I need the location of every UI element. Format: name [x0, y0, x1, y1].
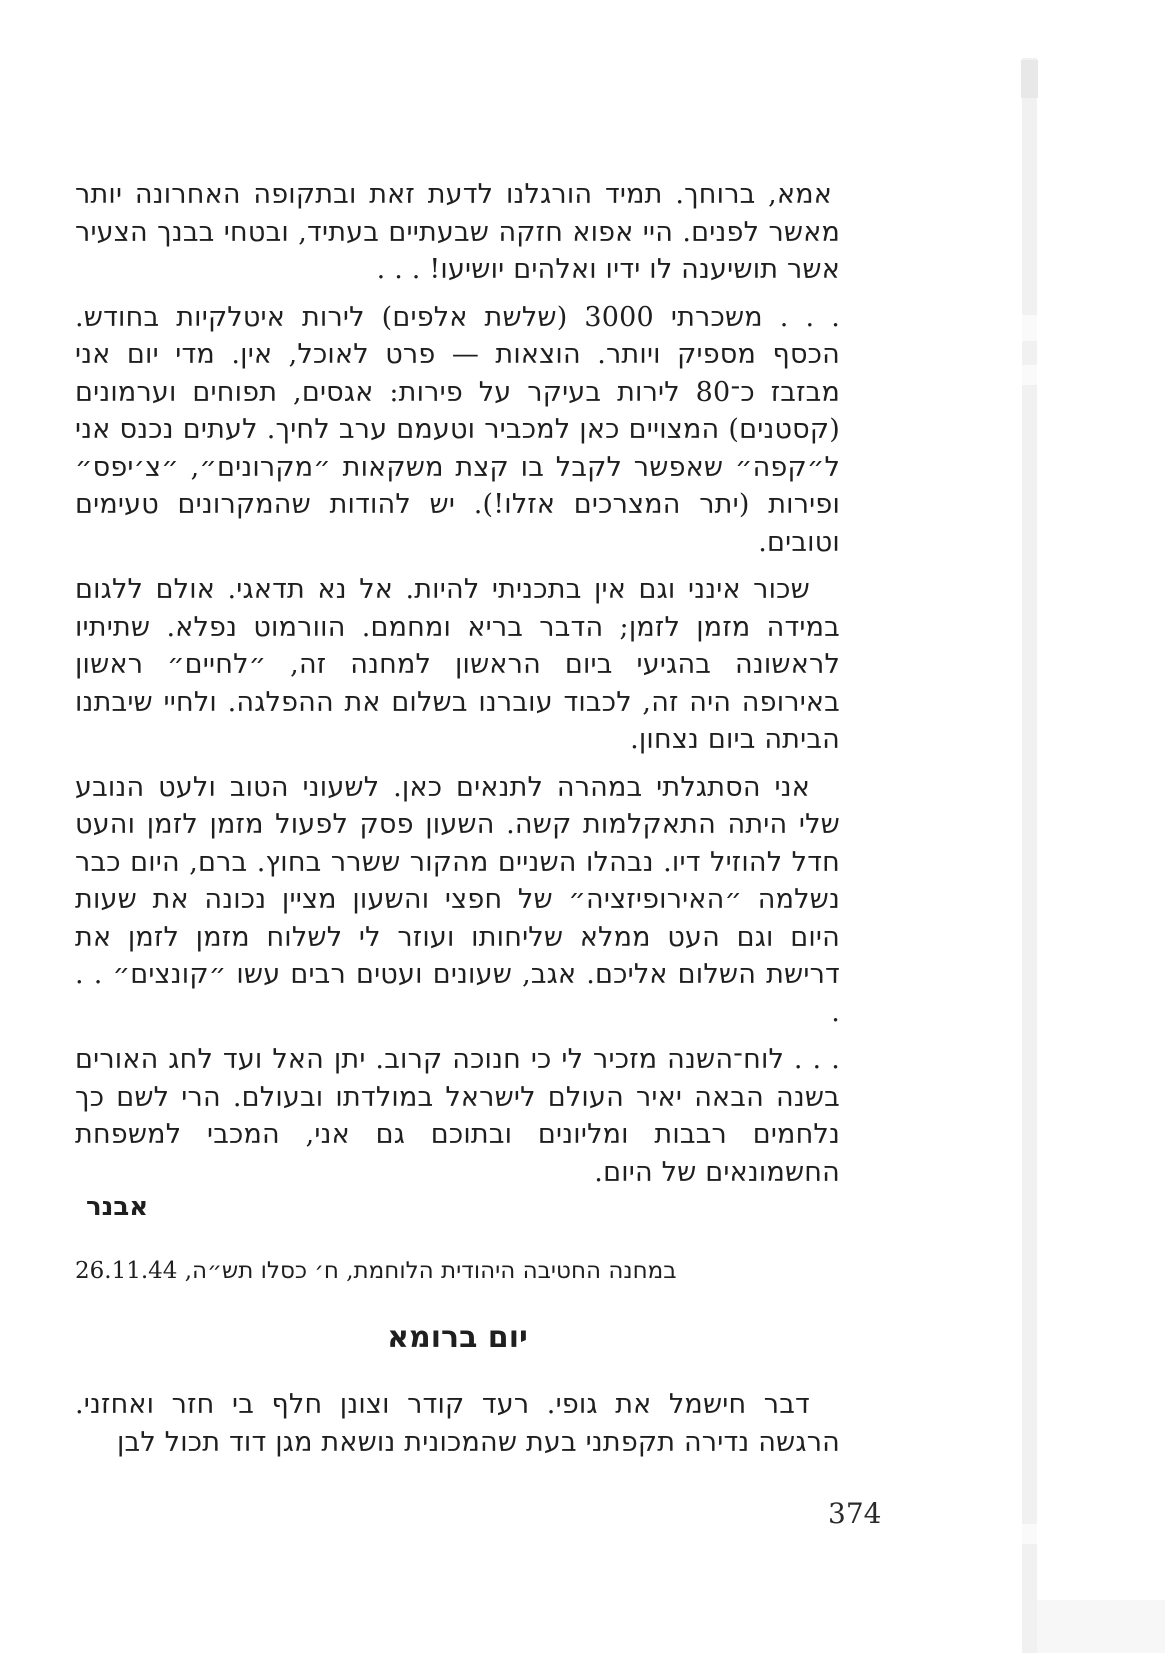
letter-signature: אבנר — [86, 1192, 149, 1222]
scan-corner-smudge — [1037, 1600, 1165, 1653]
letter-paragraph-3: שכור אינני וגם אין בתכניתי להיות. אל נא תדאגי. אולם ללגום במידה מזמן לזמן; הדבר בריא ומחמם. הוורמוט נפלא. שתיתיו לראשונה בהגיעי ביום הראשון למחנה זה, ״לחיים״ ראשון באירופה היה זה, לכבוד עוברנו בשלום את ההפלגה. ולחיי שיבתנו הביתה ביום נצחון. — [75, 574, 840, 755]
section-body — [75, 1386, 840, 1461]
letter-dateline: במחנה החטיבה היהודית הלוחמת, ח׳ כסלו תש״ה, 26.11.44 — [75, 1258, 677, 1284]
scan-edge-artifact-cap — [1021, 60, 1038, 98]
letter-paragraph-4: אני הסתגלתי במהרה לתנאים כאן. לשעוני הטוב ולעט הנובע שלי היתה התאקלמות קשה. השעון פסק לפעול מזמן לזמן והעט חדל להוזיל דיו. נבהלו השניים מהקור ששרר בחוץ. ברם, היום כבר נשלמה ״האירופיזציה״ של חפצי והשעון מציין נכונה את שעות היום וגם העט ממלא שליחותו ועוזר לי לשלוח מזמן לזמן את דרישת השלום אליכם. אגב, שעונים ועטים רבים עשו ״קונצים״ . . . — [75, 771, 840, 1028]
letter-paragraph-5: . . . לוח־השנה מזכיר לי כי חנוכה קרוב. יתן האל ועד לחג האורים בשנה הבאה יאיר העולם לישראל במולדתו ובעולם. הרי לשם כך נלחמים רבבות ומליונים ובתוכם גם אני, המכבי למשפחת החשמונאים של היום. — [75, 1044, 840, 1188]
scan-edge-artifact — [1022, 58, 1037, 1653]
scan-edge-artifact-gap — [1022, 1524, 1037, 1544]
page-number: 374 — [828, 1497, 882, 1530]
scan-edge-artifact-gap — [1022, 365, 1037, 385]
letter-body — [75, 176, 840, 1201]
letter-paragraph-2: . . . משכרתי 3000 (שלשת אלפים) לירות איטלקיות בחודש. הכסף מספיק ויותר. הוצאות — פרט לאוכל, אין. מדי יום אני מבזבז כ־80 לירות בעיקר על פירות: אגסים, תפוחים וערמונים (קסטנים) המצויים כאן למכביר וטעמם ערב לחיך. לעתים נכנס אני ל״קפה״ שאפשר לקבל בו קצת משקאות ״מקרונים״, ״צ׳יפס״ ופירות (יתר המצרכים אזלו!). יש להודות שהמקרונים טעימים וטובים. — [75, 301, 840, 558]
scan-edge-artifact-gap — [1022, 315, 1037, 341]
section-paragraph-1: דבר חישמל את גופי. רעד קודר וצונן חלף בי חזר ואחזני. הרגשה נדירה תקפתני בעת שהמכונית נושאת מגן דוד תכול לבן — [75, 1389, 840, 1458]
section-heading: יום ברומא — [387, 1320, 528, 1355]
letter-paragraph-1: אמא, ברוחך. תמיד הורגלנו לדעת זאת ובתקופה האחרונה יותר מאשר לפנים. היי אפוא חזקה שבעתיים בעתיד, ובטחי בבנך הצעיר אשר תושיענה לו ידיו ואלהים יושיעו! . . . — [75, 179, 840, 285]
